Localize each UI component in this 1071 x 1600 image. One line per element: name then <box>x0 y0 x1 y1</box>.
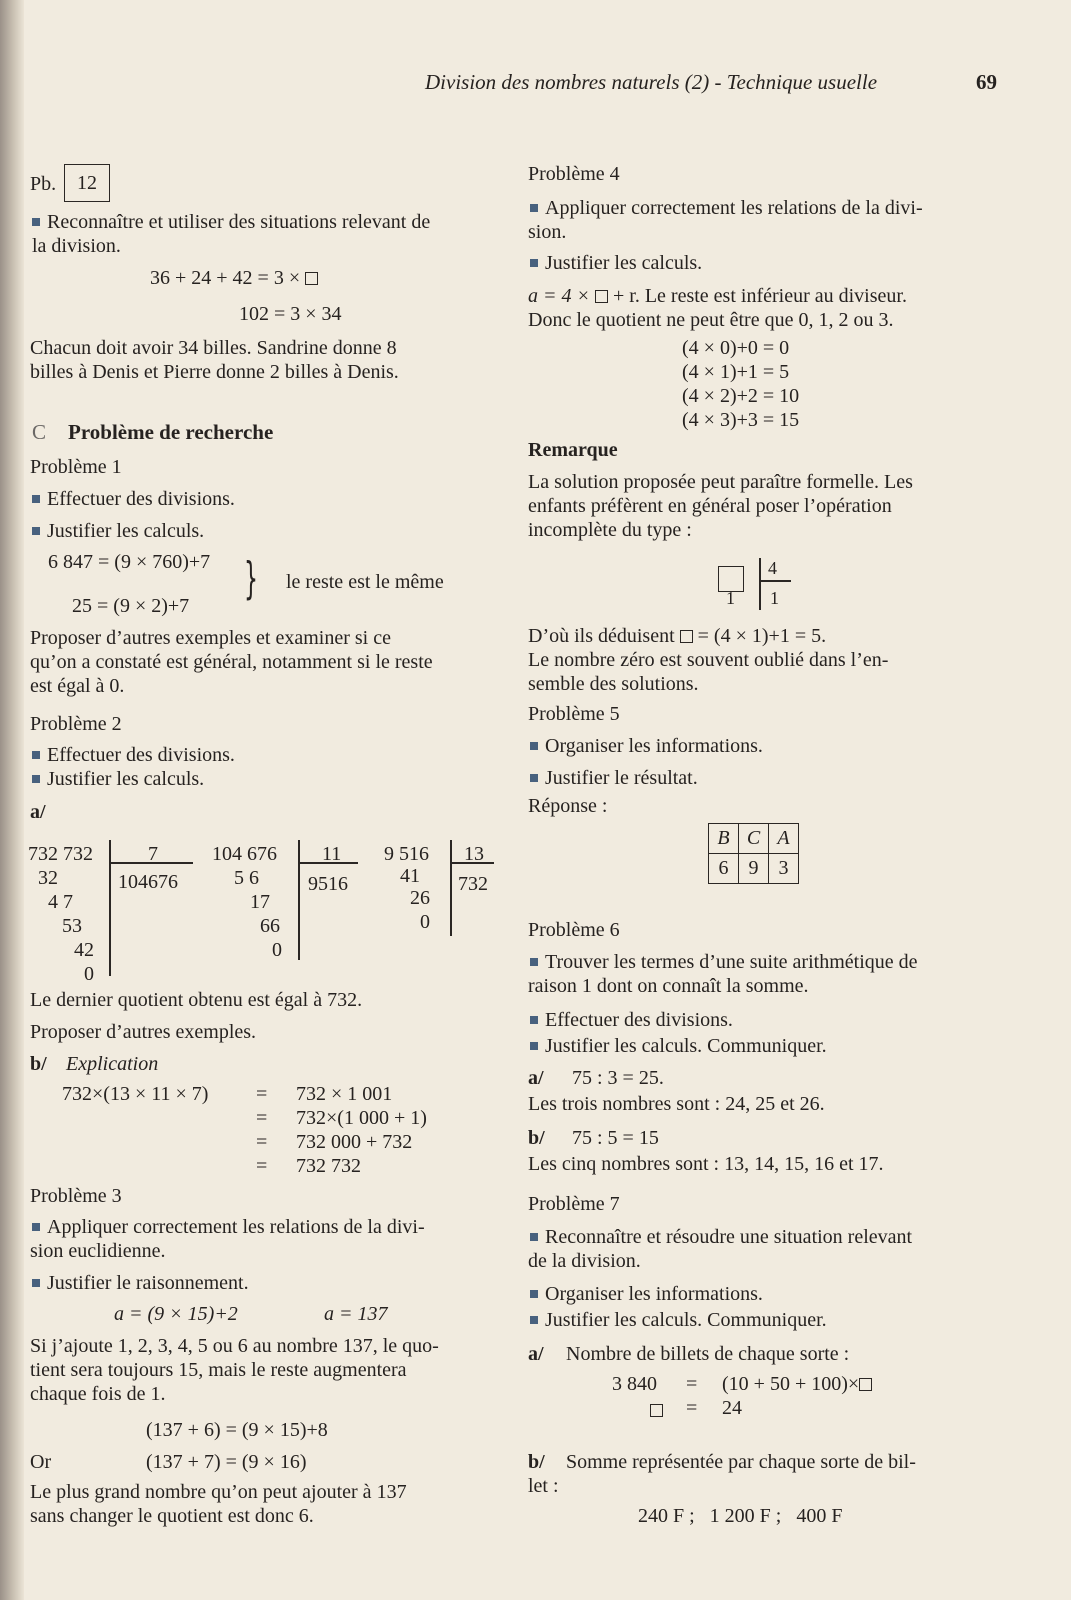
paragraph: incomplète du type : <box>528 519 692 541</box>
explication-step: 732 000 + 732 <box>296 1131 413 1153</box>
division-step: 41 <box>400 865 420 887</box>
divisor: 7 <box>148 843 158 865</box>
problem-title: Problème 6 <box>528 919 620 941</box>
problem-title: Problème 5 <box>528 703 620 725</box>
paragraph: Les cinq nombres sont : 13, 14, 15, 16 et 17. <box>528 1153 884 1175</box>
equation: 102 = 3 × 34 <box>239 303 342 325</box>
paragraph: Le nombre zéro est souvent oublié dans l’en- <box>528 649 889 671</box>
explication-lhs: 732×(13 × 11 × 7) <box>62 1083 209 1105</box>
paragraph: a = 4 × + r. Le reste est inférieur au diviseur. <box>528 285 907 307</box>
objective: Reconnaître et utiliser des situations relevant de <box>32 210 430 234</box>
or-label: Or <box>30 1451 52 1473</box>
equation-lhs: 3 840 <box>612 1373 657 1395</box>
paragraph: chaque fois de 1. <box>30 1383 166 1405</box>
equation-rhs: 24 <box>722 1397 742 1419</box>
table-cell: 6 <box>709 854 739 884</box>
equation: (4 × 2)+2 = 10 <box>682 385 800 407</box>
answer-label: Réponse : <box>528 795 608 817</box>
part-label: b/ <box>30 1053 47 1075</box>
equals-sign: = <box>256 1155 268 1177</box>
equation: (4 × 3)+3 = 15 <box>682 409 800 431</box>
paragraph: D’où ils déduisent = (4 × 1)+1 = 5. <box>528 625 827 647</box>
division-step: 5 6 <box>234 867 259 889</box>
divisor: 4 <box>768 558 777 578</box>
objective: Justifier les calculs. Communiquer. <box>530 1308 827 1332</box>
curly-brace: } <box>244 553 258 604</box>
problem-title: Problème 2 <box>30 713 122 735</box>
blank-square <box>680 630 693 643</box>
explication-title: Explication <box>66 1053 159 1075</box>
problem-title: Problème 7 <box>528 1193 620 1215</box>
equation: (4 × 0)+0 = 0 <box>682 337 790 359</box>
paragraph: sans changer le quotient est donc 6. <box>30 1505 314 1527</box>
division-step: 0 <box>272 939 282 961</box>
objective: Effectuer des divisions. <box>32 743 235 767</box>
table-cell: A <box>769 824 799 854</box>
pb-prefix: Pb. <box>30 173 57 195</box>
objective-cont: sion. <box>528 221 567 243</box>
section-title: Problème de recherche <box>68 420 274 444</box>
equation: (137 + 6) = (9 × 15)+8 <box>146 1419 328 1441</box>
paragraph: Le dernier quotient obtenu est égal à 732. <box>30 989 363 1011</box>
paragraph: Si j’ajoute 1, 2, 3, 4, 5 ou 6 au nombre 137, le quo- <box>30 1335 439 1357</box>
book-spine-shadow <box>0 0 24 1600</box>
divisor: 11 <box>322 843 342 865</box>
objective: Justifier les calculs. <box>530 251 702 275</box>
blank-square <box>305 272 318 285</box>
equation-rhs: (10 + 50 + 100)× <box>722 1372 872 1396</box>
blank-square <box>650 1404 663 1417</box>
objective-cont: la division. <box>32 235 121 257</box>
problem-title: Problème 3 <box>30 1185 122 1207</box>
paragraph: Les trois nombres sont : 24, 25 et 26. <box>528 1093 825 1115</box>
objective: Organiser les informations. <box>530 1282 763 1306</box>
objective: Appliquer correctement les relations de la divi- <box>32 1215 425 1239</box>
quotient: 9516 <box>308 873 348 895</box>
objective: Effectuer des divisions. <box>32 487 235 511</box>
table-cell: B <box>709 824 739 854</box>
equation: 75 : 3 = 25. <box>572 1067 664 1089</box>
page-number: 69 <box>976 70 997 94</box>
objective: Justifier les calculs. Communiquer. <box>530 1034 827 1058</box>
paragraph: Chacun doit avoir 34 billes. Sandrine donne 8 <box>30 337 397 359</box>
part-label: b/ <box>528 1451 545 1473</box>
equals-sign: = <box>256 1083 268 1105</box>
problem-title: Problème 1 <box>30 456 122 478</box>
equals-sign: = <box>686 1397 698 1419</box>
paragraph: Donc le quotient ne peut être que 0, 1, 2 ou 3. <box>528 309 894 331</box>
equation: 25 = (9 × 2)+7 <box>72 595 190 617</box>
part-label: b/ <box>528 1127 545 1149</box>
equation: 75 : 5 = 15 <box>572 1127 659 1149</box>
division-step: 32 <box>38 867 58 889</box>
paragraph: Le plus grand nombre qu’on peut ajouter à 137 <box>30 1481 407 1503</box>
paragraph: semble des solutions. <box>528 673 699 695</box>
equals-sign: = <box>686 1373 698 1395</box>
objective: Justifier le raisonnement. <box>32 1271 249 1295</box>
pb-number-box: 12 <box>64 164 110 202</box>
division-step: 0 <box>420 911 430 933</box>
equation: 36 + 24 + 42 = 3 × <box>150 266 318 290</box>
section-letter: C <box>32 420 47 444</box>
objective: Organiser les informations. <box>530 734 763 758</box>
rest: 1 <box>726 588 735 608</box>
part-label: a/ <box>30 801 46 823</box>
objective-cont: sion euclidienne. <box>30 1240 166 1262</box>
paragraph: tient sera toujours 15, mais le reste augmentera <box>30 1359 407 1381</box>
dividend: 104 676 <box>212 843 277 865</box>
objective: Justifier les calculs. <box>32 767 204 791</box>
equals-sign: = <box>256 1107 268 1129</box>
table-cell: C <box>739 824 769 854</box>
division-step: 66 <box>260 915 280 937</box>
blank-square <box>859 1378 872 1391</box>
division-step: 0 <box>84 963 94 985</box>
paragraph: Proposer d’autres exemples et examiner si ce <box>30 627 391 649</box>
paragraph: Nombre de billets de chaque sorte : <box>566 1343 850 1365</box>
running-header: Division des nombres naturels (2) - Technique usuelle <box>425 70 878 94</box>
divisor: 13 <box>464 843 484 865</box>
paragraph: enfants préfèrent en général poser l’opération <box>528 495 892 517</box>
objective: Justifier le résultat. <box>530 766 698 790</box>
part-label: a/ <box>528 1067 544 1089</box>
division-step: 26 <box>410 887 430 909</box>
paragraph: est égal à 0. <box>30 675 125 697</box>
paragraph: let : <box>528 1475 559 1497</box>
objective: Effectuer des divisions. <box>530 1008 733 1032</box>
table-cell: 3 <box>769 854 799 884</box>
explication-step: 732 732 <box>296 1155 361 1177</box>
equation: (137 + 7) = (9 × 16) <box>146 1451 307 1473</box>
part-label: a/ <box>528 1343 544 1365</box>
quotient: 1 <box>770 588 779 608</box>
explication-step: 732×(1 000 + 1) <box>296 1107 427 1129</box>
division-step: 4 7 <box>48 891 73 913</box>
objective: Reconnaître et résoudre une situation relevant <box>530 1225 912 1249</box>
objective-cont: raison 1 dont on connaît la somme. <box>528 975 809 997</box>
brace-note: le reste est le même <box>286 571 444 593</box>
sums-line: 240 F ; 1 200 F ; 400 F <box>638 1505 843 1527</box>
division-step: 42 <box>74 939 94 961</box>
objective: Justifier les calculs. <box>32 519 204 543</box>
equation: a = (9 × 15)+2 <box>114 1303 238 1325</box>
objective: Appliquer correctement les relations de la divi- <box>530 196 923 220</box>
remark-title: Remarque <box>528 439 618 461</box>
blank-square <box>595 290 608 303</box>
equation: (4 × 1)+1 = 5 <box>682 361 790 383</box>
explication-step: 732 × 1 001 <box>296 1083 393 1105</box>
blank-square-lhs <box>650 1398 663 1422</box>
division-step: 17 <box>250 891 270 913</box>
objective-cont: de la division. <box>528 1250 641 1272</box>
dividend: 9 516 <box>384 843 429 865</box>
answer-table <box>708 823 799 884</box>
paragraph: Somme représentée par chaque sorte de bil- <box>566 1451 916 1473</box>
equals-sign: = <box>256 1131 268 1153</box>
paragraph: billes à Denis et Pierre donne 2 billes à Denis. <box>30 361 399 383</box>
equation: 6 847 = (9 × 760)+7 <box>48 551 211 573</box>
table-cell: 9 <box>739 854 769 884</box>
problem-title: Problème 4 <box>528 163 620 185</box>
paragraph: Proposer d’autres exemples. <box>30 1021 257 1043</box>
equation: a = 137 <box>324 1303 388 1325</box>
paragraph: La solution proposée peut paraître formelle. Les <box>528 471 913 493</box>
paragraph: qu’on a constaté est général, notamment si le reste <box>30 651 433 673</box>
dividend: 732 732 <box>28 843 93 865</box>
quotient: 104676 <box>118 871 178 893</box>
division-step: 53 <box>62 915 82 937</box>
objective: Trouver les termes d’une suite arithmétique de <box>530 950 918 974</box>
quotient: 732 <box>458 873 488 895</box>
